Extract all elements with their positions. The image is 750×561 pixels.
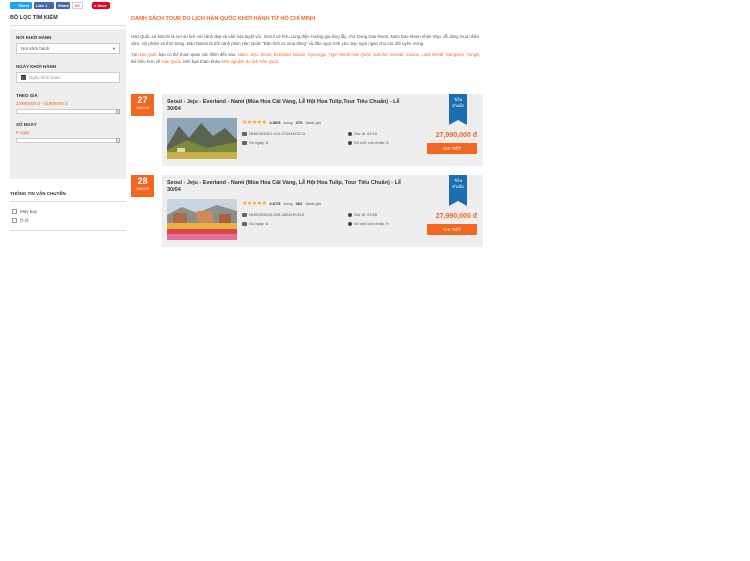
like-label: Like 1	[36, 2, 48, 8]
date-placeholder: Ngày khởi hành	[29, 75, 61, 80]
facebook-like-button[interactable]	[34, 2, 54, 9]
date-input[interactable]	[16, 72, 120, 83]
price-label: THEO GIÁ	[16, 93, 38, 98]
gplus-label: G+	[74, 2, 81, 8]
tour-image[interactable]	[167, 199, 237, 240]
tour-item	[131, 94, 483, 166]
intro-text: Hàn Quốc xứ kimchi là nơi du lịch với cảnh đẹp và văn hóa tuyệt vời. Seoul sở hữu cung điện Hoàng gia lộng lẫy, chợ Dong Dae Moon, Nam Dae Moon nhộn nhịp, dễ dàng mua nhân sâm, mỹ phẩm và thời trang. Đảo Nasmi là bối cảnh phim Hàn Quốc "Bản tình ca mùa đông" và đảo ngọc tình yêu Jeju ngọt ngào cho các đôi uyên ương.	[131, 34, 479, 46]
social-share-bar	[10, 2, 110, 9]
review-suffix: đánh giá	[305, 120, 321, 125]
star-icons: ★★★★★	[242, 201, 267, 207]
save-label: Save	[97, 2, 107, 8]
experience-link[interactable]: kinh nghiệm du lịch Hàn Quốc	[221, 58, 279, 64]
date-label: NGÀY KHỞI HÀNH	[16, 64, 57, 69]
detail-button[interactable]: CHI TIẾT	[427, 224, 477, 235]
main-content	[131, 14, 483, 232]
barcode-icon	[242, 213, 247, 217]
date-day: 27	[137, 95, 148, 105]
calendar-icon	[242, 222, 247, 226]
price-range-value: 22990000 đ - 41990000 đ	[16, 101, 68, 106]
checkbox[interactable]	[12, 209, 17, 214]
filter-panel	[10, 29, 126, 179]
tour-card	[162, 175, 483, 247]
calendar-icon	[21, 75, 26, 80]
barcode-icon	[242, 132, 247, 136]
page-title: DANH SÁCH TOUR DU LỊCH HÀN QUỐC KHỞI HÀNH TỪ HỒ CHÍ MINH	[131, 16, 316, 22]
chevron-down-icon: ▾	[112, 45, 115, 51]
category-ribbon: Tiêu chuẩn	[449, 175, 467, 201]
review-suffix: đánh giá	[305, 201, 321, 206]
tour-code-value: NNSGN5102-045-280419VN-E	[249, 212, 305, 217]
country-link[interactable]: Hàn Quốc	[138, 52, 158, 57]
places-mid: bạn có thể tham quan các điểm đến sau:	[157, 52, 238, 57]
rating-in: trong	[283, 201, 293, 206]
tour-code-value: NNSGN5921-019-270419GD-D	[249, 131, 306, 136]
transport-list	[10, 202, 126, 231]
departure-label: NƠI KHỞI HÀNH	[16, 35, 52, 40]
clock-icon	[348, 213, 352, 217]
detail-button[interactable]: CHI TIẾT	[427, 143, 477, 154]
user-icon	[348, 222, 352, 226]
departure-value: Nơi khởi hành	[21, 46, 50, 51]
tour-days-value: Số ngày: 5	[249, 140, 269, 145]
date-month-year: 04/2019	[136, 187, 149, 191]
days-value: 6 ngày	[16, 130, 30, 135]
twitter-icon: 🐦	[12, 2, 17, 8]
tour-photo-mountain	[167, 118, 237, 159]
tour-seats-value: Số chỗ còn nhận: 6	[354, 140, 389, 145]
days-slider[interactable]	[16, 138, 120, 143]
departure-select[interactable]	[16, 43, 120, 54]
tour-price: 27,990,000 đ	[435, 213, 477, 220]
tour-seats-value: Số chỗ còn nhận: 9	[354, 221, 389, 226]
filter-sidebar	[10, 14, 126, 231]
places-text	[131, 52, 483, 65]
rating-score: 4.67/5	[269, 201, 281, 206]
google-plus-button[interactable]	[72, 2, 83, 9]
tour-days-value: Số ngày: 6	[249, 221, 269, 226]
tour-image[interactable]	[167, 118, 237, 159]
tour-days	[242, 140, 268, 145]
user-icon	[348, 141, 352, 145]
tour-code	[242, 212, 305, 217]
more-country-link[interactable]: Hàn Quốc	[161, 58, 181, 64]
tour-time-value: Giờ đi: 00:10	[354, 131, 378, 136]
tour-name[interactable]: Seoul - Jeju - Everland - Nami (Mùa Hoa Cải Vàng, Lễ Hội Hoa Tulip,Tour Tiêu Chuẩn) - Lễ 30/04	[167, 99, 400, 112]
date-badge	[131, 175, 154, 197]
date-month-year: 04/2019	[136, 106, 149, 110]
tour-name[interactable]: Seoul - Jeju - Everland - Nami (Mùa Hoa Cải Vàng, Lễ Hội Hoa Tulip, Tour Tiêu Chuẩn) - Lễ 30/04	[167, 180, 402, 193]
star-icons: ★★★★★	[242, 120, 267, 126]
tour-photo-flowers	[167, 199, 237, 240]
pinterest-icon: ●	[94, 2, 97, 8]
tour-code	[242, 131, 305, 136]
tour-rating	[242, 200, 321, 207]
tour-rating	[242, 119, 321, 126]
tour-card	[162, 94, 483, 166]
transport-option-plane[interactable]	[12, 207, 124, 216]
facebook-share-button[interactable]	[56, 2, 70, 9]
transport-title: THÔNG TIN VẬN CHUYỂN	[10, 191, 126, 202]
pinterest-save-button[interactable]	[92, 2, 110, 9]
transport-label: Máy bay	[20, 209, 38, 214]
more-mid: . Mời bạn tham khảo	[180, 58, 222, 64]
tweet-button[interactable]	[10, 2, 32, 9]
tour-days	[242, 221, 268, 226]
date-badge	[131, 94, 154, 116]
tour-seats	[348, 221, 388, 226]
category-ribbon: Tiêu chuẩn	[449, 94, 467, 120]
tour-time	[348, 131, 377, 136]
tour-price: 27,990,000 đ	[435, 132, 477, 139]
tour-time-value: Giờ đi: 23:55	[354, 212, 378, 217]
transport-label: Ô tô	[20, 218, 29, 223]
more-prefix: Để hiểu hơn về	[131, 58, 162, 64]
date-day: 28	[137, 176, 148, 186]
rating-in: trong	[283, 120, 293, 125]
tour-item	[131, 175, 483, 247]
tour-time	[348, 212, 377, 217]
review-count: 362	[295, 201, 303, 206]
review-count: 379	[295, 120, 303, 125]
days-label: SỐ NGÀY	[16, 122, 37, 127]
clock-icon	[348, 132, 352, 136]
filter-title: BỘ LỌC TÌM KIẾM	[10, 14, 126, 26]
tweet-label: Tweet	[17, 2, 30, 8]
price-slider[interactable]	[16, 109, 120, 114]
price-slider-handle[interactable]	[116, 109, 120, 114]
tour-seats	[348, 140, 388, 145]
places-links[interactable]: Nami, Jeju, Seoul, Everland, Busan, Gyeongju, Tiger World Hàn Quốc, Sokcho, Seorak, Suwon, Lotte World, Gangwon, Yongin,	[237, 52, 481, 57]
calendar-icon	[242, 141, 247, 145]
transport-option-car[interactable]	[12, 216, 124, 225]
checkbox[interactable]	[12, 218, 17, 223]
rating-score: 4.56/5	[269, 120, 281, 125]
days-slider-handle[interactable]	[116, 138, 120, 143]
share-label: Share	[58, 2, 70, 8]
places-prefix: Tại	[131, 52, 139, 57]
